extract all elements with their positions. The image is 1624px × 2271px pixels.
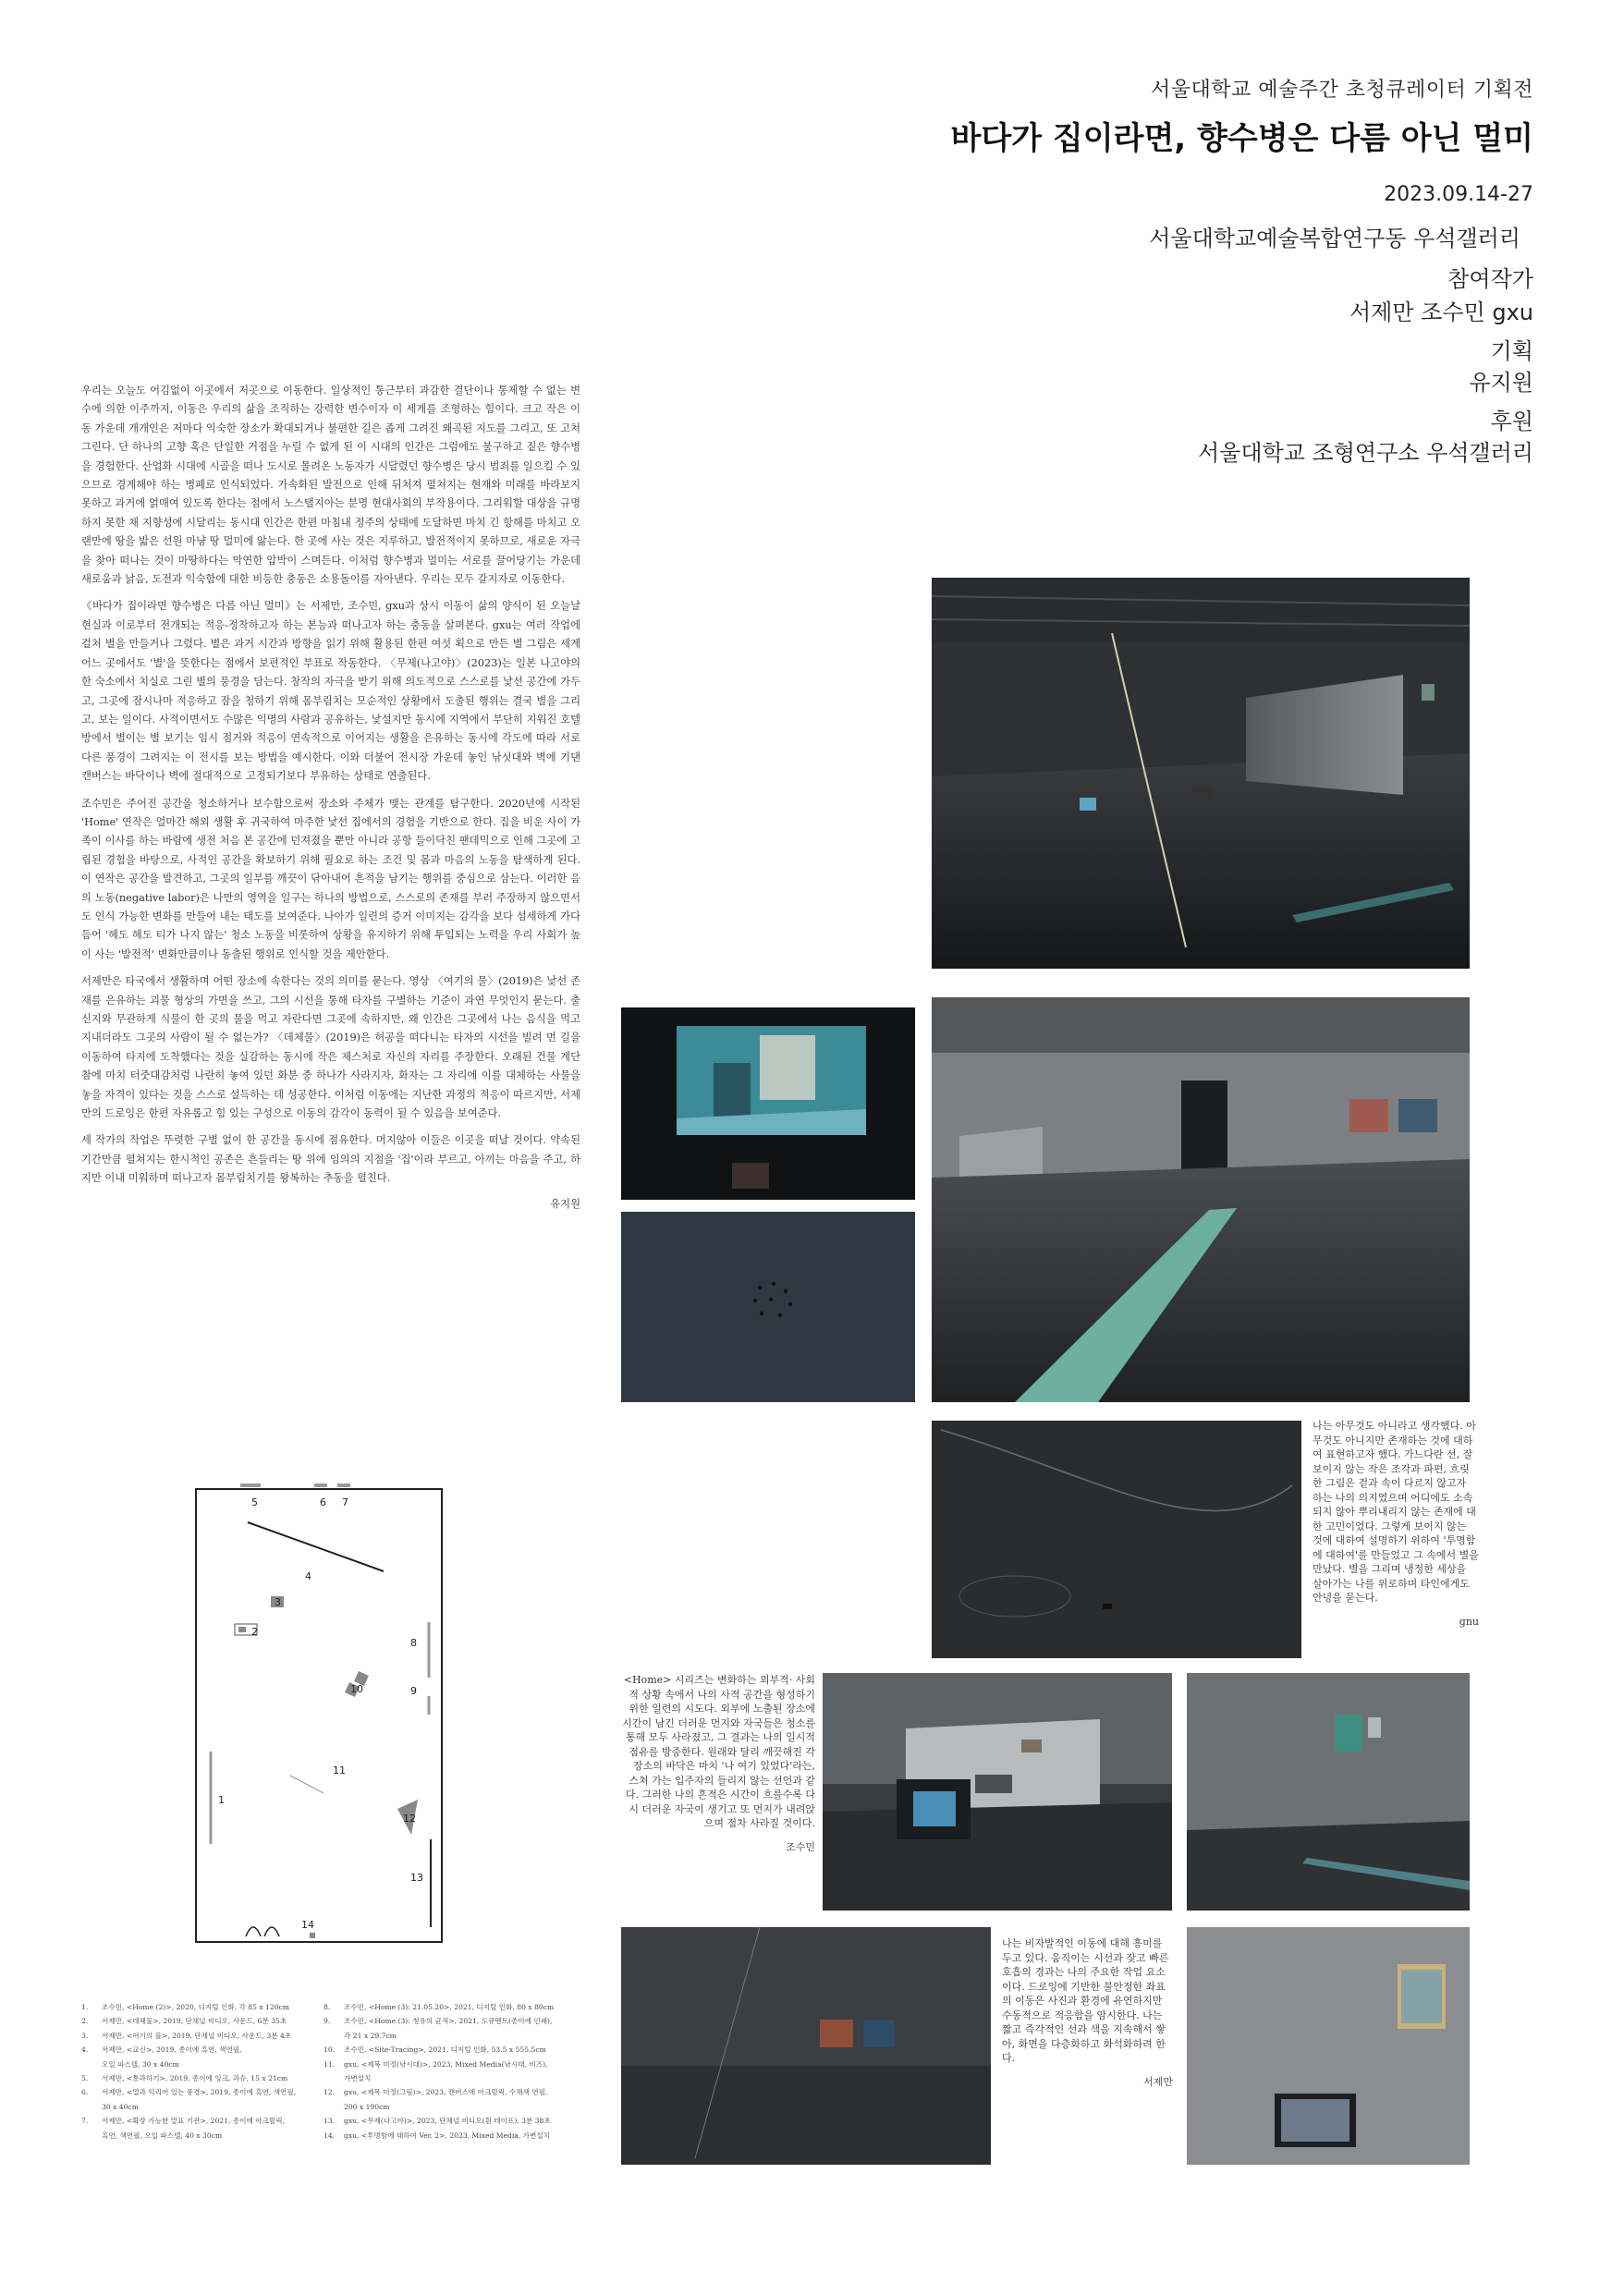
- sponsor-name: 서울대학교 조형연구소 우석갤러리: [1197, 440, 1533, 466]
- work-item: 1. 조수민, <Home (2)>, 2020, 디지털 인화, 각 85 x 120cm: [81, 2003, 289, 2011]
- work-item: 흑연, 색연필, 오일 파스텔, 40 x 30cm: [102, 2131, 223, 2140]
- work-item: 4. 서제만, <교신>, 2019, 종이에 흑연, 색연필,: [81, 2045, 242, 2055]
- installation-photo-line-detail: [932, 1421, 1301, 1658]
- plan-label: 1: [218, 1794, 225, 1806]
- plan-label: 13: [410, 1872, 423, 1884]
- work-item: 10. 조수민, <Site-Tracing>, 2021, 디지털 인화, 53.5 x 555.5cm: [324, 2045, 546, 2055]
- installation-photo-dots: [621, 1212, 915, 1402]
- essay-paragraph: 《바다가 집이라면 향수병은 다름 아닌 멀미》는 서제만, 조수민, gxu과 상시 이동이 삶의 양식이 된 오늘날 현실과 이로부터 전개되는 적응-정착하고자 하는 본능과 떠나고자 하는 충동을 살펴본다. gxu는 여러 작업에 걸쳐 별을 만들거나 그렸다. 별은 과거 시간과 방향을 읽기 위해 활용된 한편 여섯 획으로 만든 별 그림은 세계 어느 곳에서도 '별'을 뜻한다는 점에서 보편적인 부표로 작동한다. 〈무제(나고야)〉(2023)는 일본 나고야의 한 숙소에서 치실로 그린 별의 풍경을 담는다. 창작의 자극을 받기 위해 의도적으로 스스로를 낯선 공간에 가두고, 그곳에 잠시나마 적응하고 잠을 청하기 위해 몸부림치는 모순적인 상황에서 도출된 행위는 결국 별을 그리고, 보는 일이다. 사적이면서도 수많은 익명의 사람과 공유하는, 낯설지만 동시에 지역에서 부단히 지워진 호텔 방에서 별이는 별 보기는 임시 점거와 적응이 연속적으로 이어지는 생활을 은유하는 동시에 각도에 따라 서로 다른 풍경이 그려지는 이 전시를 보는 방법을 예시한다. 이와 더불어 전시장 가운데 놓인 낚싯대와 벽에 기댄 캔버스는 바닥이나 벽에 절대적으로 고정되기보다 부유하는 상태로 연출된다.: [81, 600, 580, 783]
- installation-photo-tiles: [932, 997, 1470, 1402]
- caption-seo-text: 나는 비자발적인 이동에 대해 흥미를 두고 있다. 움직이는 시선과 잦고 빠른 호흡의 경과는 나의 주요한 작업 요소이다. 드로잉에 기반한 불안정한 좌표의 이동은 사진과 환경에 유연하지만 수동적으로 적응함을 암시한다. 나는 짧고 즉각적인 선과 색을 지속해서 쌓아, 화면을 다층화하고 화석화하려 한다.: [1002, 1937, 1169, 2064]
- exhibition-venue: 서울대학교예술복합연구동 우석갤러리: [1149, 226, 1520, 251]
- plan-label: 9: [410, 1685, 417, 1697]
- plan-label: 5: [251, 1496, 258, 1508]
- caption-gxu-signature: gnu: [1459, 1615, 1479, 1628]
- work-item: 8. 조수민, <Home (3): 21.05.20>, 2021, 디지털 인화, 80 x 80cm: [324, 2003, 555, 2011]
- works-list-left: [81, 2000, 312, 2143]
- work-item: 9. 조수민, <Home (3): 청유의 균적>, 2021, 도큐멘트(종이에 인쇄),: [324, 2017, 553, 2026]
- installation-photo-drawings: [621, 1927, 991, 2165]
- plan-label: 2: [251, 1626, 258, 1638]
- work-item: 14. gxu, <투명함에 대하여 Ver. 2>, 2023, Mixed Media, 가변설치: [324, 2131, 550, 2140]
- plan-label: 14: [301, 1919, 314, 1931]
- work-item: 30 x 40cm: [102, 2102, 139, 2111]
- plan-label: 8: [410, 1637, 417, 1649]
- work-item: 3. 서제만, <여기의 물>, 2019, 단채널 비디오, 사운드, 3분 4초: [81, 2031, 292, 2040]
- work-item: 200 x 190cm: [344, 2102, 390, 2111]
- caption-jo: [621, 1673, 815, 1854]
- work-item: 6. 서제만, <멀과 익리어 있는 풍경>, 2019, 종이에 흑연, 색연필,: [81, 2088, 297, 2097]
- plan-label: 3: [275, 1596, 281, 1608]
- exhibition-title: 바다가 집이라면, 향수병은 다름 아닌 멀미: [950, 120, 1533, 157]
- essay-paragraph: 세 작가의 작업은 뚜렷한 구별 없이 한 공간을 동시에 점유한다. 머지않아 이들은 이곳을 떠날 것이다. 약속된 기간만큼 펼쳐지는 한시적인 공존은 흔들리는 땅 위에 임의의 지점을 '집'이라 부르고, 아끼는 마음을 주고, 하지만 이내 미워하며 떠나고자 몸부림치기를 왕복하는 추동을 펼친다.: [81, 1134, 580, 1185]
- caption-gxu-text: 나는 아무것도 아니라고 생각했다. 아무것도 아니지만 존재하는 것에 대하여 표현하고자 했다. 가느다란 선, 잘 보이지 않는 작은 조각과 파편, 흐릿한 그림은 겉과 속이 다르지 않고자 하는 나의 의지였으며 어디에도 소속되지 않아 뿌리내리지 않는 존재에 대한 고민이었다. 그렇게 보이지 않는 것에 대하여 설명하기 위하여 '투명함에 대하여'를 만들었고 그 속에서 별을 만났다. 별을 그리며 냉정한 세상을 살아가는 나를 위로하며 타인에게도 안녕을 묻는다.: [1313, 1420, 1479, 1604]
- exhibition-subtitle: 서울대학교 예술주간 초청큐레이터 기획전: [1150, 79, 1533, 102]
- curator-label: 기획: [1490, 338, 1533, 364]
- essay-paragraph: 조수민은 주어진 공간을 청소하거나 보수함으로써 장소와 주체가 맺는 관계를 탐구한다. 2020년에 시작된 'Home' 연작은 얼마간 해외 생활 후 귀국하여 마주한 낯선 집에서의 경험을 기반으로 한다. 집을 비운 사이 가족이 이사를 하는 바람에 생전 처음 본 공간에 던져졌을 뿐만 아니라 공항 들이닥친 팬데믹으로 인해 그곳에 고립된 경험을 바탕으로, 사적인 공간을 확보하기 위해 필요로 하는 조건 및 몸과 마음의 노동을 탐색하게 된다. 이 연작은 공간을 발견하고, 그곳의 일부를 깨끗이 닦아내어 흔적을 남기는 행위를 중심으로 삼는다. 이러한 음의 노동(negative labor)은 나만의 영역을 일구는 하나의 방법으로, 스스로의 존재를 부러 주장하지 않으면서도 인식 가능한 변화를 만들어 내는 태도를 보여준다. 나아가 일련의 증거 이미지는 감각을 보다 섬세하게 가다듬어 '헤도 헤도 티가 나지 않는' 청소 노동을 비롯하여 상황을 유지하기 위해 투입되는 노력을 우리 사회가 높이 사는 '발전적' 변화만큼이나 동출된 행위로 인식할 것을 제안한다.: [81, 797, 580, 960]
- floor-plan: [185, 1483, 453, 1964]
- work-item: 12. gxu, <제목 미정(그림)>, 2023, 캔버스에 아크릴릭, 수채색 연필,: [324, 2088, 548, 2097]
- works-list-right: [324, 2000, 582, 2143]
- caption-seo-signature: 서제만: [1143, 2075, 1173, 2088]
- work-item: 각 21 x 29.7cm: [344, 2031, 397, 2040]
- plan-label: 12: [403, 1813, 416, 1825]
- work-item: 오일 파스텔, 30 x 40cm: [102, 2059, 179, 2069]
- plan-label: 6: [320, 1496, 326, 1508]
- curator-name: 유지원: [1469, 370, 1533, 396]
- essay-paragraph: 서제만은 타국에서 생활하며 어떤 장소에 속한다는 것의 의미를 묻는다. 영상 〈여기의 물〉(2019)은 낯선 존재를 은유하는 괴물 형상의 가면을 쓰고, 그의 시선을 통해 타자를 구별하는 기준이 과연 무엇인지 묻는다. 출신지와 무관하게 식물이 한 곳의 물을 먹고 자란다면 그곳에 속하지만, 왜 인간은 그곳에서 나는 음식을 먹고 지내더라도 그곳의 사람이 될 수 없는가? 〈데체물〉(2019)은 허공을 떠다니는 타자의 시선을 빌려 먼 길을 이동하여 타지에 도착했다는 것을 실감하는 동시에 작은 제스처로 자신의 자리를 주장한다. 오래된 건물 계단참에 마치 터줏대감처럼 나란히 놓여 있던 화분 중 하나가 사라지자, 화자는 그 자리에 이를 대체하는 사물을 놓을 자격이 있다는 것을 스스로 설득하는 데 성공한다. 이처럼 이동에는 지난한 과정의 적응이 따르지만, 서제만의 드로잉은 한편 자유롭고 힘 있는 구성으로 이동의 감각이 동력이 될 수 있음을 보여준다.: [81, 975, 580, 1120]
- plan-label: 11: [333, 1764, 346, 1777]
- installation-photo-two-drawings: [1187, 1927, 1470, 2165]
- work-item: 2. 서제만, <데체물>, 2019, 단채널 비디오, 사운드, 6분 35초: [81, 2017, 287, 2026]
- installation-photo-video: [621, 1007, 915, 1200]
- caption-jo-text: <Home> 시리즈는 변화하는 외부적· 사회적 상황 속에서 나의 사적 공간을 형성하기 위한 일련의 시도다. 외부에 노출된 장소에 시간이 남긴 더러운 먼지와 자국들은 청소를 통해 모두 사라졌고, 그 결과는 나의 일시적 점유를 방증한다. 원래와 달리 깨끗해진 각 장소의 바닥은 마치 '나 여기 있었다'라는, 스쳐 가는 입주자의 들리지 않는 선언과 같다. 그러한 나의 흔적은 시간이 흐를수록 다시 더러운 자국이 생기고 또 먼지가 내려앉으며 점차 사라질 것이다.: [622, 1674, 815, 1829]
- caption-gxu: [1313, 1419, 1479, 1629]
- sponsor-label: 후원: [1490, 409, 1533, 434]
- plan-label: 10: [350, 1683, 363, 1695]
- artists-label: 참여작가: [1447, 266, 1533, 292]
- essay-signature: 유지원: [550, 1197, 580, 1210]
- installation-photo-framed: [1187, 1673, 1470, 1911]
- work-item: 7. 서제만, <확장 가능한 말표 기관>, 2021, 종이에 아크릴릭,: [81, 2117, 285, 2126]
- caption-jo-signature: 조수민: [786, 1840, 815, 1853]
- work-item: 5. 서제만, <통과하기>, 2019, 종이에 잉크, 과슈, 15 x 21cm: [81, 2074, 288, 2083]
- essay-paragraph: 우리는 오늘도 어김없이 이곳에서 저곳으로 이동한다. 일상적인 통근부터 과감한 결단이나 통제할 수 없는 변수에 의한 이주까지, 이동은 우리의 삶을 조직하는 강력한 변수이자 이 세계를 조형하는 힘이다. 크고 작은 이동 가운데 개개인은 저마다 익숙한 장소가 확대되거나 불편한 길은 좁게 그려진 왜곡된 지도를 그리고, 또 고쳐 그린다. 단 하나의 고향 혹은 단일한 거점을 누릴 수 없게 된 이 시대의 인간은 그럼에도 불구하고 짙은 향수병을 경험한다. 산업화 시대에 시골을 떠나 도시로 몰려온 노동자가 시달렸던 향수병은 당시 범죄를 일으킬 수 있으므로 경계해야 하는 병폐로 인식되었다. 가속화된 발전으로 인해 뒤처져 펼쳐지는 현재와 미래를 바라보지 못하고 과거에 얽매여 있도록 한다는 점에서 노스탤지아는 분명 현대사회의 부작용이다. 그리워할 대상을 규명하지 못한 채 지향성에 시달리는 동시대 인간은 한편 마침내 정주의 상태에 도달하면 마치 긴 항해를 마치고 오랜만에 땅을 밟은 선원 마냥 땅 멀미에 앓는다. 한 곳에 사는 것은 지루하고, 발전적이지 못하므로, 새로운 자극을 찾아 떠나는 것이 마땅하다는 막연한 압박이 스며든다. 이처럼 향수병과 멀미는 서로를 끌어당기는 가운데 새로움과 낡음, 도전과 익숙함에 대한 비등한 충동은 소용돌이를 자아낸다. 우리는 모두 갈지자로 이동한다.: [81, 385, 580, 586]
- work-item: 11. gxu, <제복 미정(낚시대)>, 2023, Mixed Media(낚시대, 비즈),: [324, 2059, 548, 2069]
- artists-names: 서제만 조수민 gxu: [1349, 299, 1533, 325]
- work-item: 13. gxu, <무제(나고야)>, 2023, 단채널 비디오(흰 테이프), 3분 38초: [324, 2117, 551, 2126]
- exhibition-date: 2023.09.14-27: [1384, 183, 1533, 206]
- installation-photo-monitor: [823, 1673, 1172, 1911]
- installation-photo-fishing-rod: [932, 578, 1470, 969]
- curatorial-essay: [81, 382, 580, 1214]
- caption-seo: [1002, 1936, 1173, 2089]
- work-item: 가변설치: [344, 2074, 372, 2083]
- plan-label: 7: [342, 1496, 348, 1508]
- plan-label: 4: [305, 1570, 311, 1582]
